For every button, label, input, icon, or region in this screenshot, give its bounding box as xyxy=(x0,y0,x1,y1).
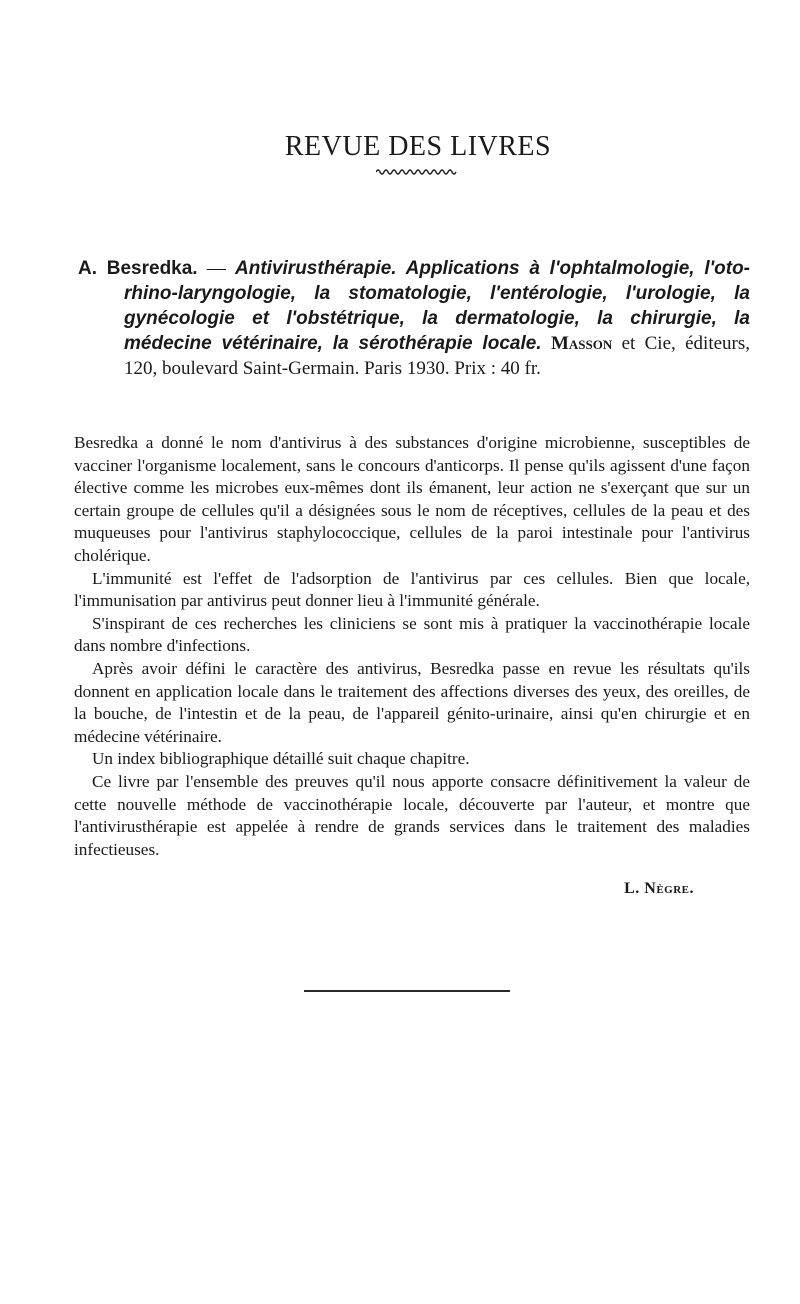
citation-publisher: Masson xyxy=(550,333,613,354)
citation-body xyxy=(78,256,750,381)
citation-book-title: Antivirusthérapie. Applications à l'ophtalmologie, l'oto-rhino-laryngologie, la stomatologie, l'entérologie, l'urologie, la gynécologie et l'obstétrique, la dermatologie, la chirurgie, la médecine vétérinaire, la sérothérapie locale. xyxy=(124,258,750,354)
reviewer-signature: L. Nègre. xyxy=(624,880,694,897)
review-paragraph: Besredka a donné le nom d'antivirus à des substances d'origine microbienne, susceptibles de vacciner l'organisme localement, sans le concours d'anticorps. Il pense qu'ils agissent d'une façon élective comme les microbes eux-mêmes dont ils émanent, leur action ne s'exerçant que sur un certain groupe de cellules qu'il a désignées sous le nom de réceptives, cellules de la peau et des muqueuses pour l'antivirus staphylococcique, cellules de la paroi intestinale pour l'antivirus cholérique. xyxy=(74,433,750,565)
end-divider xyxy=(304,990,510,992)
page-title: REVUE DES LIVRES xyxy=(284,130,552,162)
citation-dash-inline: — xyxy=(197,258,236,279)
review-paragraph: Après avoir défini le caractère des antivirus, Besredka passe en revue les résultats qu'ils donnent en application locale dans le traitement des affections diverses des yeux, des oreilles, de la bouche, de l'intestin et de la peau, de l'appareil génito-urinaire, ainsi qu'en chirurgie et en médecine vétérinaire. xyxy=(74,658,750,746)
review-paragraph: Ce livre par l'ensemble des preuves qu'il nous apporte consacre définitivement la valeur de cette nouvelle méthode de vaccinothérapie locale, découverte par l'auteur, et montre que l'antivirusthérapie est appelée à rendre de grands services dans le traitement des maladies infectieuses. xyxy=(74,771,750,859)
review-paragraph: Un index bibliographique détaillé suit chaque chapitre. xyxy=(92,749,470,769)
citation-publisher-details: et Cie, éditeurs, 120, boulevard Saint-Germain. Paris 1930. Prix : 40 fr. xyxy=(124,333,751,379)
review-paragraph: S'inspirant de ces recherches les cliniciens se sont mis à pratiquer la vaccinothérapie locale dans nombre d'infections. xyxy=(74,613,750,656)
review-paragraph: L'immunité est l'effet de l'adsorption de l'antivirus par ces cellules. Bien que locale, l'immunisation par antivirus peut donner lieu à l'immunité générale. xyxy=(74,568,750,611)
citation-author-inline: A. Besredka. xyxy=(78,258,198,279)
title-ornament xyxy=(376,168,458,176)
review-body xyxy=(74,432,750,861)
